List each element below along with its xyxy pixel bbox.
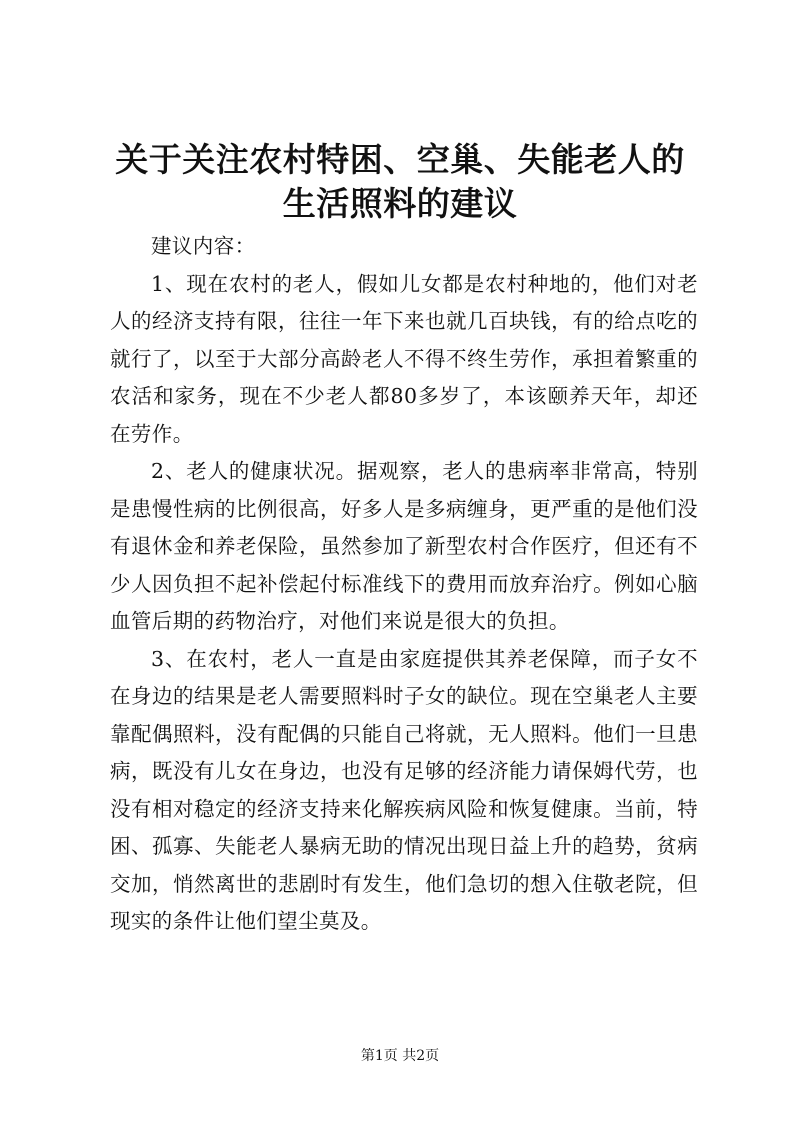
document-title: 关于关注农村特困、空巢、失能老人的生活照料的建议 (115, 140, 685, 223)
paragraph-3: 3、在农村，老人一直是由家庭提供其养老保障，而子女不在身边的结果是老人需要照料时子女的缺位。现在空巢老人主要靠配偶照料，没有配偶的只能自己将就，无人照料。他们一旦患病，既没有儿女在身边，也没有足够的经济能力请保姆代劳，也没有相对稳定的经济支持来化解疾病风险和恢复健康。当前，特困、孤寡、失能老人暴病无助的情况出现日益上升的趋势，贫病交加，悄然离世的悲剧时有发生，他们急切的想入住敬老院，但现实的条件让他们望尘莫及。 (110, 646, 698, 933)
document-body (110, 228, 698, 941)
paragraph-1: 1、现在农村的老人，假如儿女都是农村种地的，他们对老人的经济支持有限，往往一年下来也就几百块钱，有的给点吃的就行了，以至于大部分高龄老人不得不终生劳作，承担着繁重的农活和家务，现在不少老人都80多岁了，本该颐养天年，却还在劳作。 (110, 271, 698, 446)
page-footer: 第1页 共2页 (360, 1048, 440, 1064)
paragraph-2: 2、老人的健康状况。据观察，老人的患病率非常高，特别是患慢性病的比例很高，好多人是多病缠身，更严重的是他们没有退休金和养老保险，虽然参加了新型农村合作医疗，但还有不少人因负担不起补偿起付标准线下的费用而放弃治疗。例如心脑血管后期的药物治疗，对他们来说是很大的负担。 (110, 459, 698, 633)
section-label: 建议内容： (151, 234, 256, 258)
